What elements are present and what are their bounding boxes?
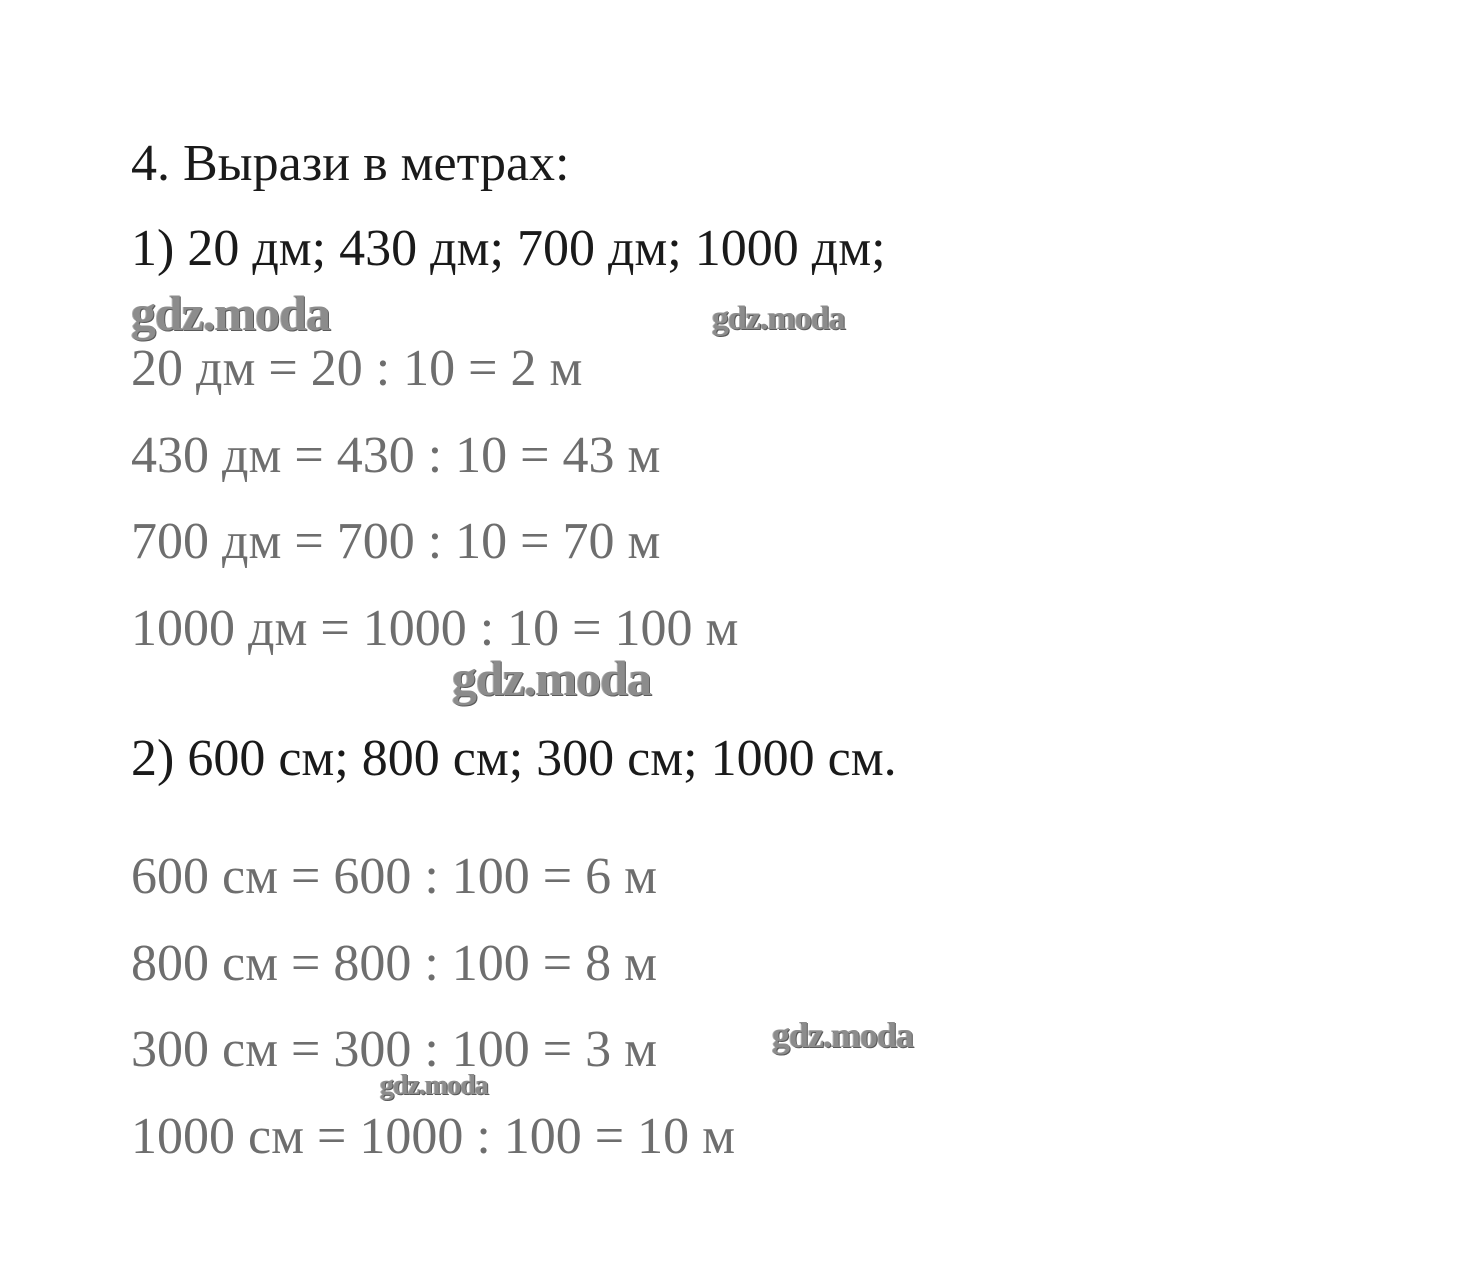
watermark: gdz.moda — [131, 285, 330, 341]
part1-answer-4: 1000 дм = 1000 : 10 = 100 м — [131, 600, 739, 657]
exercise-heading: 4. Вырази в метрах: — [131, 135, 570, 192]
watermark: gdz.moda — [772, 1015, 914, 1055]
watermark: gdz.moda — [452, 650, 651, 706]
watermark: gdz.moda — [712, 300, 845, 337]
part2-answer-2: 800 см = 800 : 100 = 8 м — [131, 935, 657, 992]
part2-answer-1: 600 см = 600 : 100 = 6 м — [131, 848, 657, 905]
part2-answer-4: 1000 см = 1000 : 100 = 10 м — [131, 1108, 735, 1165]
part1-task: 1) 20 дм; 430 дм; 700 дм; 1000 дм; — [131, 220, 886, 277]
part1-answer-2: 430 дм = 430 : 10 = 43 м — [131, 427, 661, 484]
part2-task: 2) 600 см; 800 см; 300 см; 1000 см. — [131, 730, 897, 787]
part2-answer-3: 300 см = 300 : 100 = 3 м — [131, 1021, 657, 1078]
part1-answer-3: 700 дм = 700 : 10 = 70 м — [131, 513, 661, 570]
part1-answer-1: 20 дм = 20 : 10 = 2 м — [131, 340, 583, 397]
watermark: gdz.moda — [380, 1070, 488, 1101]
